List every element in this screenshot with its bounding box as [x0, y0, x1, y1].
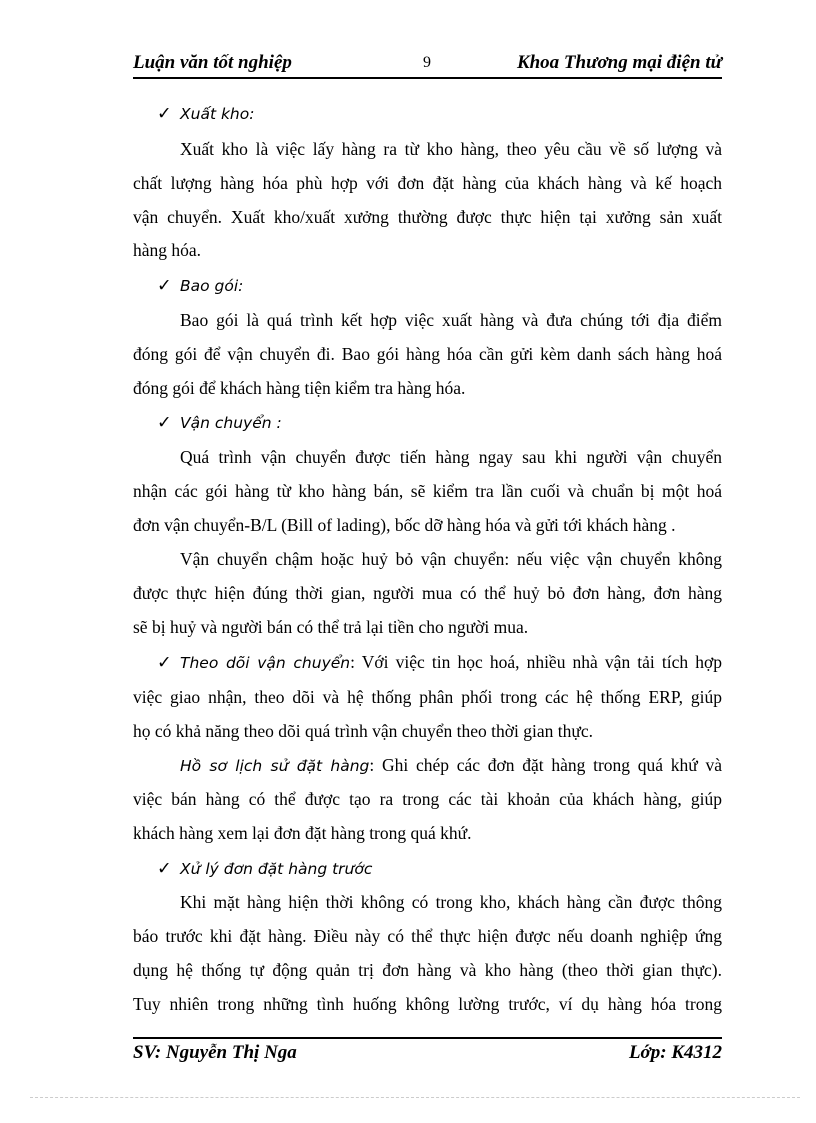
paragraph-line: Xuất kho là việc lấy hàng ra từ kho hàng, theo yêu cầu về số lượng và: [180, 139, 722, 159]
header-rule: [133, 77, 722, 79]
inline-text: : Ghi chép các đơn đặt hàng trong quá khứ và: [369, 755, 722, 775]
paragraph-line: đơn vận chuyển-B/L (Bill of lading), bốc dỡ hàng hóa và gửi tới khách hàng .: [133, 515, 676, 535]
footer-student-name: SV: Nguyễn Thị Nga: [133, 1042, 297, 1063]
paragraph-line: việc giao nhận, theo dõi và hệ thống phân phối trong các hệ thống ERP, giúp: [133, 687, 722, 707]
paragraph-line: sẽ bị huỷ và người bán có thể trả lại tiền cho người mua.: [133, 617, 529, 637]
bullet-text: : Với việc tin học hoá, nhiều nhà vận tải tích hợp: [350, 652, 722, 672]
paragraph-line: [133, 752, 722, 778]
paragraph-line: đóng gói để vận chuyển đi. Bao gói hàng hóa cần gửi kèm danh sách hàng hoá: [133, 344, 722, 364]
page-number: 9: [423, 54, 431, 71]
bullet-van-chuyen: [133, 409, 722, 435]
check-icon: ✓: [157, 412, 172, 432]
bullet-title: Theo dõi vận chuyển: [180, 654, 351, 672]
paragraph-line: họ có khả năng theo dõi quá trình vận chuyển theo thời gian thực.: [133, 721, 594, 741]
bullet-xuat-kho: [133, 100, 722, 126]
header-faculty: Khoa Thương mại điện tử: [516, 52, 722, 73]
header-thesis-title: Luận văn tốt nghiệp: [133, 52, 292, 73]
footer-class: Lớp: K4312: [628, 1042, 722, 1063]
check-icon: ✓: [157, 103, 172, 123]
page-footer: [133, 1042, 722, 1068]
inline-title: Hồ sơ lịch sử đặt hàng: [180, 757, 370, 775]
bullet-bao-goi: [133, 272, 722, 298]
paragraph-line: Tuy nhiên trong những tình huống không lường trước, ví dụ hàng hóa trong: [133, 994, 722, 1014]
paragraph-line: dụng hệ thống tự động quản trị đơn hàng và kho hàng (theo thời gian thực).: [133, 960, 722, 980]
check-icon: ✓: [157, 652, 172, 672]
footer-rule: [133, 1037, 722, 1039]
paragraph-line: chất lượng hàng hóa phù hợp với đơn đặt hàng của khách hàng và kế hoạch: [133, 173, 722, 193]
paragraph-line: Bao gói là quá trình kết hợp việc xuất hàng và đưa chúng tới địa điểm: [180, 310, 722, 330]
bullet-theo-doi-van-chuyen: [133, 649, 722, 675]
paragraph-line: nhận các gói hàng từ kho hàng bán, sẽ kiểm tra lần cuối và chuẩn bị một hoá: [133, 481, 722, 501]
bullet-title: Vận chuyển :: [180, 414, 282, 432]
paragraph-line: việc bán hàng có thể được tạo ra trong các tài khoản của khách hàng, giúp: [133, 789, 722, 809]
bullet-colon: :: [249, 105, 255, 123]
paragraph-line: báo trước khi đặt hàng. Điều này có thể thực hiện được nếu doanh nghiệp ứng: [133, 926, 722, 946]
bullet-title: Xử lý đơn đặt hàng trước: [180, 860, 373, 878]
paragraph-line: khách hàng xem lại đơn đặt hàng trong quá khứ.: [133, 823, 472, 843]
check-icon: ✓: [157, 275, 172, 295]
paragraph-line: đóng gói để khách hàng tiện kiểm tra hàng hóa.: [133, 378, 466, 398]
paragraph-line: Quá trình vận chuyển được tiến hàng ngay sau khi người vận chuyển: [180, 447, 722, 467]
paragraph-line: vận chuyển. Xuất kho/xuất xưởng thường được thực hiện tại xưởng sản xuất: [133, 207, 722, 227]
paragraph-line: được thực hiện đúng thời gian, người mua có thể huỷ bỏ đơn hàng, đơn hàng: [133, 583, 722, 603]
bullet-title: Xuất kho: [180, 105, 250, 123]
page-header: [133, 52, 722, 78]
paragraph-line: hàng hóa.: [133, 240, 202, 260]
bullet-title: Bao gói:: [180, 277, 244, 295]
page-break-line: [30, 1097, 800, 1098]
paragraph-line: Vận chuyển chậm hoặc huỷ bỏ vận chuyển: nếu việc vận chuyển không: [180, 549, 722, 569]
bullet-xu-ly-don-dat-hang: [133, 855, 722, 881]
paragraph-line: Khi mặt hàng hiện thời không có trong kho, khách hàng cần được thông: [180, 892, 722, 912]
check-icon: ✓: [157, 858, 172, 878]
